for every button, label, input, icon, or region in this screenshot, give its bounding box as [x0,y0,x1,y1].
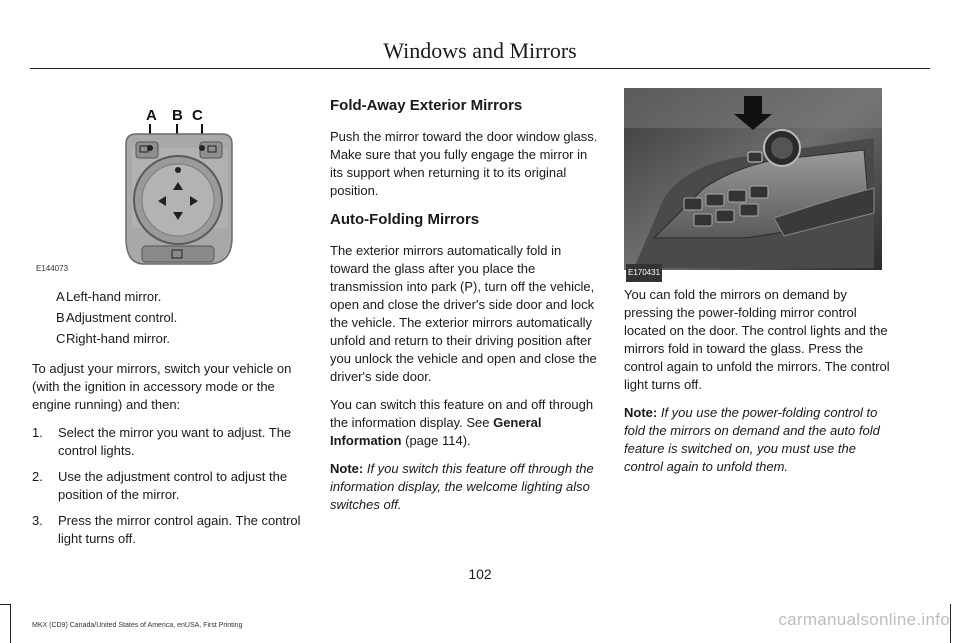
middle-column [330,96,602,524]
watermark: carmanualsonline.info [778,610,950,629]
header-divider [30,68,930,69]
paragraph: You can fold the mirrors on demand by pressing the power-folding mirror control located on the door. The control lights and the mirrors fold in toward the glass. Press the control again to unfold the mirrors. The control light turns off. [624,287,890,392]
mirror-control-figure [32,88,308,273]
right-column [624,88,896,486]
step-item: 2. Use the adjustment control to adjust the position of the mirror. [32,469,288,502]
figure-code: E144073 [36,264,69,273]
general-information-link[interactable]: General Information [330,415,542,448]
note: Note: If you switch this feature off through the information display, the welcome lighting also switches off. [330,461,594,512]
callout-b: B [172,107,183,124]
crop-mark [0,604,11,605]
legend [32,288,308,348]
heading-fold-away: Fold-Away Exterior Mirrors [330,97,523,114]
legend-row: C Right-hand mirror. [56,331,171,346]
door-control-photo [624,88,882,270]
step-item: 1. Select the mirror you want to adjust. The control lights. [32,425,292,458]
legend-row: B Adjustment control. [56,310,178,325]
printing-note: MKX (CD9) Canada/United States of America, enUSA, First Printing [32,622,243,629]
mirror-control-illustration [32,88,308,270]
figure-code: E170431 [626,264,662,282]
callout-c: C [192,107,203,124]
steps-list [32,424,308,548]
crop-mark [950,604,951,643]
callout-a: A [146,107,157,124]
paragraph: You can switch this feature on and off through the information display. See General Information (page 114). [330,397,594,448]
crop-mark [10,604,11,643]
paragraph: The exterior mirrors automatically fold in toward the glass after you place the transmission into park (P), turn off the vehicle, open and close the driver's side door and lock the vehicle. The exterior mirrors automatically unfold and return to their driving position after you unlock the vehicle and open and close the driver's side door. [330,243,597,384]
paragraph: Push the mirror toward the door window glass. Make sure that you fully engage the mirror in its support when returning it to its original position. [330,129,598,198]
page-title: Windows and Mirrors [383,38,577,63]
left-column [32,88,308,556]
page-number: 102 [468,566,492,582]
door-control-figure [624,88,882,277]
note: Note: If you use the power-folding control to fold the mirrors on demand and the auto fold feature is switched on, you must use the control again to unfold them. [624,405,880,474]
intro-paragraph: To adjust your mirrors, switch your vehicle on (with the ignition in accessory mode or the engine running) and then: [32,361,292,412]
legend-row: A Left-hand mirror. [56,289,162,304]
heading-auto-folding: Auto-Folding Mirrors [330,211,480,228]
step-item: 3. Press the mirror control again. The control light turns off. [32,513,301,546]
